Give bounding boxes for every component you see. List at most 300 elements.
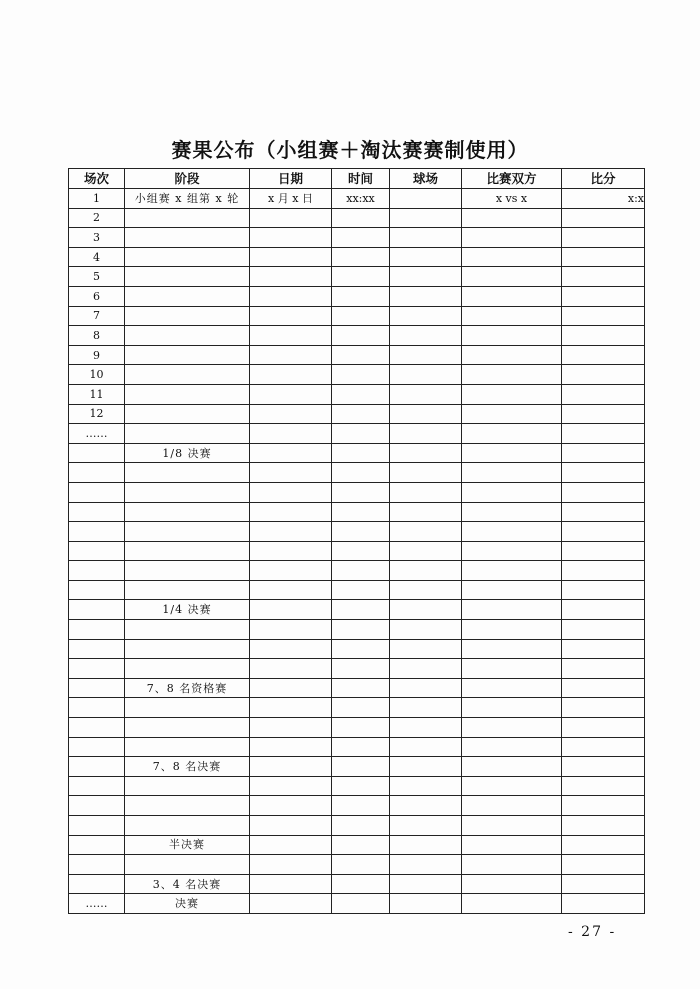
cell-time [332, 443, 390, 463]
cell-time [332, 463, 390, 483]
cell-match-no: 9 [69, 345, 125, 365]
column-header-time: 时间 [332, 169, 390, 189]
cell-date [250, 286, 332, 306]
cell-match-no [69, 698, 125, 718]
cell-court [390, 306, 462, 326]
cell-court [390, 561, 462, 581]
table-row [69, 718, 645, 738]
table-row [69, 267, 645, 287]
cell-time [332, 757, 390, 777]
cell-teams [462, 228, 562, 248]
cell-score [562, 228, 645, 248]
cell-stage [125, 306, 250, 326]
cell-score [562, 365, 645, 385]
cell-teams [462, 326, 562, 346]
table-row [69, 463, 645, 483]
cell-time [332, 776, 390, 796]
cell-time [332, 600, 390, 620]
table-row [69, 757, 645, 777]
cell-court [390, 600, 462, 620]
cell-teams [462, 247, 562, 267]
cell-date [250, 698, 332, 718]
column-header-date: 日期 [250, 169, 332, 189]
cell-date [250, 502, 332, 522]
cell-score [562, 482, 645, 502]
cell-court [390, 502, 462, 522]
cell-date [250, 874, 332, 894]
cell-court [390, 757, 462, 777]
cell-stage [125, 502, 250, 522]
cell-stage [125, 816, 250, 836]
cell-teams [462, 894, 562, 914]
cell-date [250, 737, 332, 757]
cell-date [250, 306, 332, 326]
cell-match-no: 10 [69, 365, 125, 385]
cell-court [390, 816, 462, 836]
cell-score [562, 384, 645, 404]
cell-teams [462, 365, 562, 385]
cell-time [332, 874, 390, 894]
cell-date [250, 384, 332, 404]
cell-score [562, 855, 645, 875]
cell-score [562, 894, 645, 914]
results-table [68, 168, 645, 914]
table-row [69, 580, 645, 600]
cell-teams [462, 443, 562, 463]
cell-court [390, 345, 462, 365]
table-row [69, 600, 645, 620]
cell-time [332, 345, 390, 365]
cell-match-no [69, 659, 125, 679]
cell-teams [462, 404, 562, 424]
cell-match-no: 7 [69, 306, 125, 326]
cell-date [250, 835, 332, 855]
cell-date [250, 267, 332, 287]
table-row [69, 306, 645, 326]
cell-stage [125, 796, 250, 816]
cell-score [562, 620, 645, 640]
cell-time [332, 620, 390, 640]
cell-teams [462, 502, 562, 522]
cell-teams [462, 286, 562, 306]
cell-stage [125, 776, 250, 796]
cell-time [332, 424, 390, 444]
table-row [69, 835, 645, 855]
cell-stage: 7、8 名决赛 [125, 757, 250, 777]
cell-score [562, 835, 645, 855]
cell-stage [125, 247, 250, 267]
cell-match-no [69, 737, 125, 757]
cell-time [332, 737, 390, 757]
column-header-stage: 阶段 [125, 169, 250, 189]
cell-match-no [69, 776, 125, 796]
cell-teams [462, 718, 562, 738]
cell-date [250, 541, 332, 561]
cell-score [562, 874, 645, 894]
cell-court [390, 894, 462, 914]
cell-match-no [69, 796, 125, 816]
cell-stage [125, 580, 250, 600]
cell-date [250, 482, 332, 502]
table-row [69, 424, 645, 444]
cell-stage: 1/4 决赛 [125, 600, 250, 620]
results-table-body [69, 189, 645, 914]
cell-match-no [69, 482, 125, 502]
cell-stage [125, 345, 250, 365]
cell-court [390, 365, 462, 385]
cell-stage [125, 855, 250, 875]
cell-court [390, 678, 462, 698]
cell-court [390, 286, 462, 306]
table-header-row [69, 169, 645, 189]
cell-teams [462, 874, 562, 894]
cell-date [250, 247, 332, 267]
cell-match-no: 4 [69, 247, 125, 267]
cell-score [562, 600, 645, 620]
cell-date [250, 600, 332, 620]
cell-time: xx:xx [332, 189, 390, 209]
cell-score [562, 639, 645, 659]
table-row [69, 541, 645, 561]
cell-match-no [69, 561, 125, 581]
table-row [69, 737, 645, 757]
cell-stage: 半决赛 [125, 835, 250, 855]
cell-match-no: …… [69, 894, 125, 914]
cell-teams [462, 639, 562, 659]
cell-stage [125, 286, 250, 306]
cell-teams [462, 776, 562, 796]
cell-time [332, 306, 390, 326]
cell-date [250, 208, 332, 228]
cell-time [332, 718, 390, 738]
cell-teams [462, 659, 562, 679]
cell-court [390, 443, 462, 463]
cell-court [390, 874, 462, 894]
cell-score [562, 267, 645, 287]
cell-time [332, 208, 390, 228]
cell-match-no: 12 [69, 404, 125, 424]
cell-score [562, 737, 645, 757]
cell-court [390, 247, 462, 267]
cell-court [390, 189, 462, 209]
cell-score [562, 757, 645, 777]
table-row [69, 384, 645, 404]
cell-match-no [69, 835, 125, 855]
cell-score [562, 541, 645, 561]
cell-stage: 1/8 决赛 [125, 443, 250, 463]
table-row [69, 620, 645, 640]
cell-stage [125, 267, 250, 287]
table-row [69, 228, 645, 248]
cell-teams [462, 757, 562, 777]
cell-court [390, 580, 462, 600]
table-row [69, 678, 645, 698]
cell-score [562, 796, 645, 816]
cell-match-no: 6 [69, 286, 125, 306]
cell-stage [125, 424, 250, 444]
table-row [69, 345, 645, 365]
cell-score [562, 561, 645, 581]
cell-match-no: 5 [69, 267, 125, 287]
cell-date [250, 228, 332, 248]
cell-match-no: …… [69, 424, 125, 444]
cell-date [250, 365, 332, 385]
cell-court [390, 267, 462, 287]
table-row [69, 326, 645, 346]
cell-date: x 月 x 日 [250, 189, 332, 209]
cell-match-no: 8 [69, 326, 125, 346]
cell-match-no [69, 678, 125, 698]
table-row [69, 776, 645, 796]
cell-time [332, 639, 390, 659]
column-header-teams: 比赛双方 [462, 169, 562, 189]
cell-teams [462, 737, 562, 757]
cell-court [390, 639, 462, 659]
cell-match-no [69, 757, 125, 777]
cell-match-no: 1 [69, 189, 125, 209]
cell-match-no [69, 522, 125, 542]
cell-stage: 小组赛 x 组第 x 轮 [125, 189, 250, 209]
cell-time [332, 286, 390, 306]
cell-match-no: 3 [69, 228, 125, 248]
cell-court [390, 835, 462, 855]
cell-time [332, 835, 390, 855]
column-header-match-no: 场次 [69, 169, 125, 189]
cell-court [390, 404, 462, 424]
table-row [69, 698, 645, 718]
cell-stage [125, 698, 250, 718]
cell-teams [462, 620, 562, 640]
cell-time [332, 796, 390, 816]
cell-date [250, 580, 332, 600]
cell-time [332, 561, 390, 581]
column-header-score: 比分 [562, 169, 645, 189]
cell-court [390, 737, 462, 757]
cell-match-no [69, 580, 125, 600]
cell-match-no: 11 [69, 384, 125, 404]
cell-score [562, 424, 645, 444]
cell-date [250, 620, 332, 640]
cell-teams [462, 306, 562, 326]
cell-stage [125, 228, 250, 248]
cell-score [562, 522, 645, 542]
cell-stage [125, 561, 250, 581]
cell-score [562, 580, 645, 600]
cell-match-no [69, 620, 125, 640]
cell-teams: x vs x [462, 189, 562, 209]
cell-court [390, 424, 462, 444]
cell-stage [125, 404, 250, 424]
cell-score [562, 404, 645, 424]
cell-date [250, 855, 332, 875]
page-title: 赛果公布（小组赛＋淘汰赛赛制使用） [171, 138, 529, 162]
table-row [69, 855, 645, 875]
cell-score [562, 286, 645, 306]
cell-time [332, 580, 390, 600]
table-row [69, 443, 645, 463]
table-row [69, 522, 645, 542]
table-row [69, 816, 645, 836]
cell-date [250, 639, 332, 659]
cell-date [250, 326, 332, 346]
cell-stage [125, 365, 250, 385]
cell-stage [125, 659, 250, 679]
cell-time [332, 502, 390, 522]
cell-teams [462, 580, 562, 600]
cell-date [250, 659, 332, 679]
cell-date [250, 816, 332, 836]
cell-match-no [69, 639, 125, 659]
cell-date [250, 522, 332, 542]
table-row [69, 502, 645, 522]
cell-match-no [69, 541, 125, 561]
cell-teams [462, 482, 562, 502]
cell-score [562, 306, 645, 326]
cell-teams [462, 424, 562, 444]
cell-score [562, 502, 645, 522]
cell-time [332, 522, 390, 542]
cell-teams [462, 267, 562, 287]
table-row [69, 286, 645, 306]
cell-court [390, 718, 462, 738]
cell-time [332, 365, 390, 385]
cell-time [332, 326, 390, 346]
cell-time [332, 247, 390, 267]
table-row [69, 894, 645, 914]
cell-teams [462, 463, 562, 483]
cell-time [332, 855, 390, 875]
cell-score [562, 659, 645, 679]
cell-date [250, 463, 332, 483]
table-row [69, 365, 645, 385]
cell-match-no [69, 718, 125, 738]
cell-match-no [69, 443, 125, 463]
cell-court [390, 796, 462, 816]
cell-court [390, 463, 462, 483]
cell-teams [462, 345, 562, 365]
table-row [69, 189, 645, 209]
cell-time [332, 698, 390, 718]
cell-stage [125, 482, 250, 502]
cell-court [390, 326, 462, 346]
cell-court [390, 698, 462, 718]
cell-date [250, 718, 332, 738]
table-row [69, 659, 645, 679]
table-row [69, 561, 645, 581]
table-row [69, 247, 645, 267]
cell-date [250, 345, 332, 365]
cell-stage [125, 620, 250, 640]
cell-stage [125, 522, 250, 542]
table-row [69, 874, 645, 894]
cell-stage: 7、8 名资格赛 [125, 678, 250, 698]
cell-teams [462, 541, 562, 561]
cell-match-no [69, 463, 125, 483]
cell-score [562, 326, 645, 346]
cell-time [332, 384, 390, 404]
cell-court [390, 522, 462, 542]
cell-stage: 决赛 [125, 894, 250, 914]
cell-match-no [69, 816, 125, 836]
cell-time [332, 894, 390, 914]
cell-time [332, 482, 390, 502]
cell-date [250, 894, 332, 914]
cell-court [390, 482, 462, 502]
cell-teams [462, 855, 562, 875]
cell-time [332, 267, 390, 287]
cell-score [562, 698, 645, 718]
cell-date [250, 757, 332, 777]
cell-teams [462, 561, 562, 581]
cell-date [250, 678, 332, 698]
cell-stage [125, 463, 250, 483]
cell-score [562, 345, 645, 365]
cell-match-no: 2 [69, 208, 125, 228]
cell-stage [125, 639, 250, 659]
cell-teams [462, 384, 562, 404]
cell-stage [125, 208, 250, 228]
cell-score: x:x [562, 189, 645, 209]
cell-teams [462, 600, 562, 620]
cell-stage: 3、4 名决赛 [125, 874, 250, 894]
cell-time [332, 541, 390, 561]
cell-date [250, 404, 332, 424]
cell-score [562, 247, 645, 267]
cell-date [250, 424, 332, 444]
cell-score [562, 208, 645, 228]
cell-teams [462, 678, 562, 698]
cell-score [562, 678, 645, 698]
cell-stage [125, 541, 250, 561]
cell-time [332, 404, 390, 424]
cell-stage [125, 384, 250, 404]
table-row [69, 482, 645, 502]
cell-date [250, 443, 332, 463]
column-header-court: 球场 [390, 169, 462, 189]
cell-teams [462, 522, 562, 542]
cell-stage [125, 737, 250, 757]
cell-court [390, 541, 462, 561]
table-row [69, 404, 645, 424]
cell-court [390, 776, 462, 796]
cell-score [562, 443, 645, 463]
cell-time [332, 816, 390, 836]
cell-court [390, 384, 462, 404]
cell-time [332, 678, 390, 698]
cell-score [562, 816, 645, 836]
cell-match-no [69, 874, 125, 894]
cell-court [390, 208, 462, 228]
cell-score [562, 463, 645, 483]
table-row [69, 639, 645, 659]
cell-time [332, 228, 390, 248]
cell-court [390, 659, 462, 679]
cell-teams [462, 208, 562, 228]
cell-match-no [69, 502, 125, 522]
cell-time [332, 659, 390, 679]
cell-stage [125, 326, 250, 346]
cell-teams [462, 698, 562, 718]
table-row [69, 796, 645, 816]
cell-date [250, 776, 332, 796]
cell-date [250, 796, 332, 816]
cell-match-no [69, 855, 125, 875]
cell-score [562, 718, 645, 738]
page-number: - 27 - [568, 924, 617, 940]
cell-match-no [69, 600, 125, 620]
cell-teams [462, 796, 562, 816]
table-row [69, 208, 645, 228]
